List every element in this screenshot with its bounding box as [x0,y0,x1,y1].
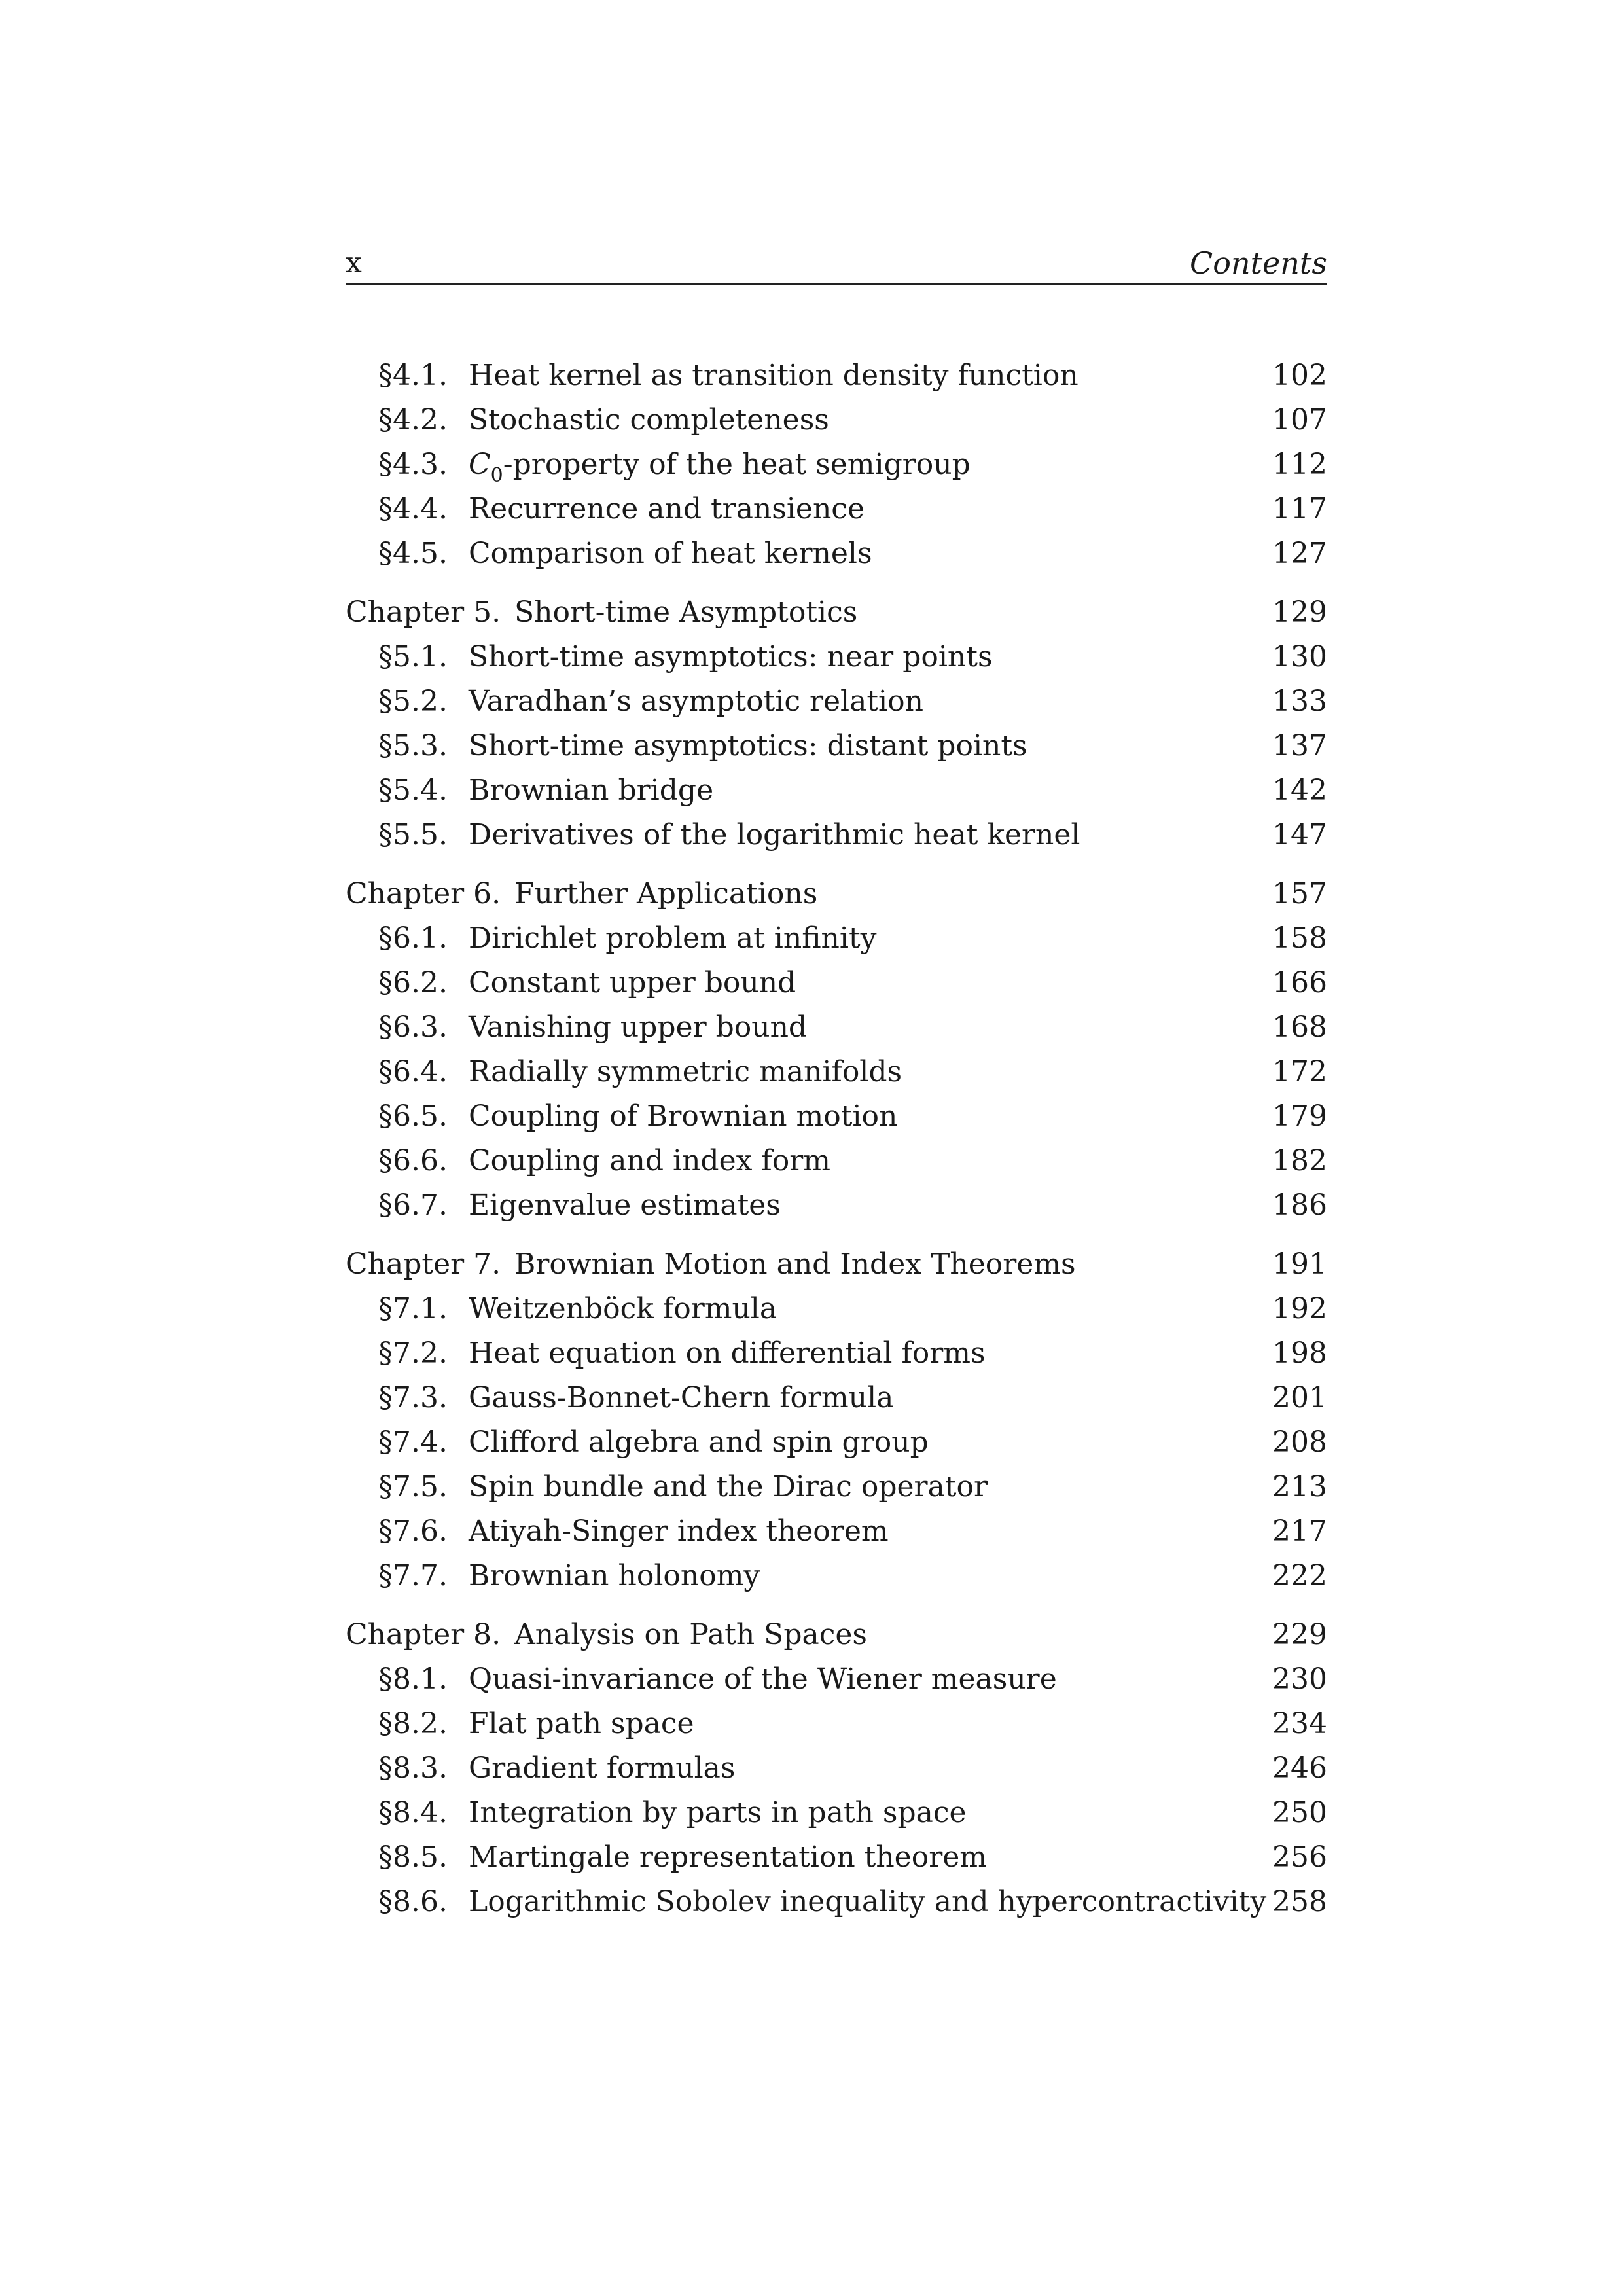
page-number: 147 [1272,818,1327,852]
section-title: Derivatives of the logarithmic heat kernel [469,818,1080,852]
section-number: §5.3. [378,729,448,762]
running-head [346,243,1327,285]
page-number: 117 [1272,492,1327,526]
section-number: §7.3. [378,1381,448,1414]
page-number: 208 [1272,1426,1327,1459]
page-number: 127 [1272,537,1327,570]
section-title: Flat path space [469,1707,694,1740]
toc-section-entry[interactable] [346,961,1327,1005]
chapter-label: Chapter 6. [346,877,501,910]
section-title: Quasi-invariance of the Wiener measure [469,1662,1057,1696]
toc-section-entry[interactable] [346,442,1327,487]
toc-section-entry[interactable] [346,1465,1327,1509]
toc-chapter-entry[interactable] [346,872,1327,916]
section-number: §8.6. [378,1885,448,1918]
page-number: 166 [1272,966,1327,999]
toc-section-entry[interactable] [346,916,1327,961]
chapter-title: Short-time Asymptotics [514,596,858,629]
toc-chapter-entry[interactable] [346,1613,1327,1657]
page-number: 191 [1272,1247,1327,1281]
toc-section-entry[interactable] [346,1835,1327,1880]
section-number: §6.5. [378,1100,448,1133]
toc-section-entry[interactable] [346,1005,1327,1050]
toc-section-entry[interactable] [346,353,1327,398]
toc-section-entry[interactable] [346,398,1327,442]
toc-chapter-entry[interactable] [346,590,1327,635]
page-number: 250 [1272,1796,1327,1829]
page-number: 234 [1272,1707,1327,1740]
page-number: 198 [1272,1336,1327,1370]
section-title: Coupling and index form [469,1144,830,1177]
section-title: Recurrence and transience [469,492,865,526]
toc-section-entry[interactable] [346,1094,1327,1139]
page-number: 157 [1272,877,1327,910]
toc-section-entry[interactable] [346,813,1327,857]
toc-section-entry[interactable] [346,1702,1327,1746]
section-title: Atiyah-Singer index theorem [469,1515,889,1548]
section-number: §7.2. [378,1336,448,1370]
chapter-title: Brownian Motion and Index Theorems [514,1247,1076,1281]
toc-section-entry[interactable] [346,1791,1327,1835]
toc-section-entry[interactable] [346,487,1327,531]
section-title: Gradient formulas [469,1751,736,1785]
toc-section-entry[interactable] [346,1139,1327,1183]
page-number: 172 [1272,1055,1327,1088]
toc-section-entry[interactable] [346,635,1327,679]
section-number: §4.5. [378,537,448,570]
page-number: 102 [1272,359,1327,392]
section-title: Short-time asymptotics: distant points [469,729,1027,762]
page-number: 201 [1272,1381,1327,1414]
section-number: §7.1. [378,1292,448,1325]
section-number: §6.3. [378,1011,448,1044]
section-number: §8.3. [378,1751,448,1785]
section-number: §6.6. [378,1144,448,1177]
page-number: 222 [1272,1559,1327,1592]
toc-section-entry[interactable] [346,1420,1327,1465]
toc-section-entry[interactable] [346,1331,1327,1376]
section-title: Varadhan’s asymptotic relation [469,685,923,718]
section-title: Constant upper bound [469,966,796,999]
section-number: §8.2. [378,1707,448,1740]
section-title: Integration by parts in path space [469,1796,967,1829]
page-number: 142 [1272,774,1327,807]
toc-section-entry[interactable] [346,1183,1327,1228]
math-subscript: 0 [490,464,503,487]
section-title-text: -property of the heat semigroup [503,448,971,481]
section-number: §4.4. [378,492,448,526]
section-number: §6.7. [378,1189,448,1222]
section-number: §7.6. [378,1515,448,1548]
section-title: Heat equation on differential forms [469,1336,986,1370]
math-symbol: C [469,448,491,481]
page-folio: x [346,246,362,279]
section-title: Comparison of heat kernels [469,537,872,570]
page-number: 186 [1272,1189,1327,1222]
page-number: 129 [1272,596,1327,629]
section-title: Martingale representation theorem [469,1840,987,1874]
section-number: §8.5. [378,1840,448,1874]
section-number: §4.3. [378,448,448,481]
section-number: §7.7. [378,1559,448,1592]
section-title: Spin bundle and the Dirac operator [469,1470,988,1503]
page-number: 213 [1272,1470,1327,1503]
section-title: Short-time asymptotics: near points [469,640,993,673]
section-title: Vanishing upper bound [469,1011,808,1044]
page-number: 112 [1272,448,1327,481]
toc-section-entry[interactable] [346,1554,1327,1598]
section-number: §6.4. [378,1055,448,1088]
page-number: 168 [1272,1011,1327,1044]
toc-section-entry[interactable] [346,1287,1327,1331]
toc-section-entry[interactable] [346,724,1327,768]
page-number: 133 [1272,685,1327,718]
chapter-title: Further Applications [514,877,818,910]
section-number: §8.4. [378,1796,448,1829]
toc-section-entry[interactable] [346,1050,1327,1094]
section-number: §7.4. [378,1426,448,1459]
section-number: §5.4. [378,774,448,807]
section-title: Weitzenböck formula [469,1292,777,1325]
page-number: 179 [1272,1100,1327,1133]
section-title: Coupling of Brownian motion [469,1100,898,1133]
section-title: Stochastic completeness [469,403,829,437]
chapter-label: Chapter 5. [346,596,501,629]
page-number: 229 [1272,1618,1327,1651]
section-title: Brownian bridge [469,774,714,807]
section-title: Brownian holonomy [469,1559,760,1592]
section-title: Logarithmic Sobolev inequality and hypercontractivity [469,1885,1267,1918]
toc-section-entry[interactable] [346,1880,1327,1924]
section-number: §4.1. [378,359,448,392]
section-number: §5.5. [378,818,448,852]
section-number: §6.2. [378,966,448,999]
page-number: 230 [1272,1662,1327,1696]
section-number: §5.2. [378,685,448,718]
table-of-contents [346,353,1327,1924]
section-title: Radially symmetric manifolds [469,1055,902,1088]
toc-section-entry[interactable] [346,768,1327,813]
section-number: §7.5. [378,1470,448,1503]
page-number: 256 [1272,1840,1327,1874]
section-title: Gauss-Bonnet-Chern formula [469,1381,894,1414]
page-number: 192 [1272,1292,1327,1325]
running-title: Contents [1190,245,1327,281]
toc-section-entry[interactable] [346,1746,1327,1791]
section-number: §8.1. [378,1662,448,1696]
toc-section-entry[interactable] [346,1657,1327,1702]
section-number: §5.1. [378,640,448,673]
toc-section-entry[interactable] [346,1376,1327,1420]
page-number: 246 [1272,1751,1327,1785]
section-title [469,442,971,490]
page-number: 137 [1272,729,1327,762]
chapter-label: Chapter 7. [346,1247,501,1281]
section-title: Clifford algebra and spin group [469,1426,929,1459]
section-number: §4.2. [378,403,448,437]
toc-section-entry[interactable] [346,531,1327,576]
page-number: 130 [1272,640,1327,673]
toc-section-entry[interactable] [346,679,1327,724]
toc-section-entry[interactable] [346,1509,1327,1554]
chapter-label: Chapter 8. [346,1618,501,1651]
page-number: 107 [1272,403,1327,437]
chapter-title: Analysis on Path Spaces [514,1618,867,1651]
section-title: Eigenvalue estimates [469,1189,781,1222]
page-number: 217 [1272,1515,1327,1548]
section-number: §6.1. [378,922,448,955]
section-title: Dirichlet problem at infinity [469,922,877,955]
section-title: Heat kernel as transition density function [469,359,1079,392]
page-number: 258 [1272,1885,1327,1918]
page-number: 182 [1272,1144,1327,1177]
toc-chapter-entry[interactable] [346,1242,1327,1287]
page-number: 158 [1272,922,1327,955]
